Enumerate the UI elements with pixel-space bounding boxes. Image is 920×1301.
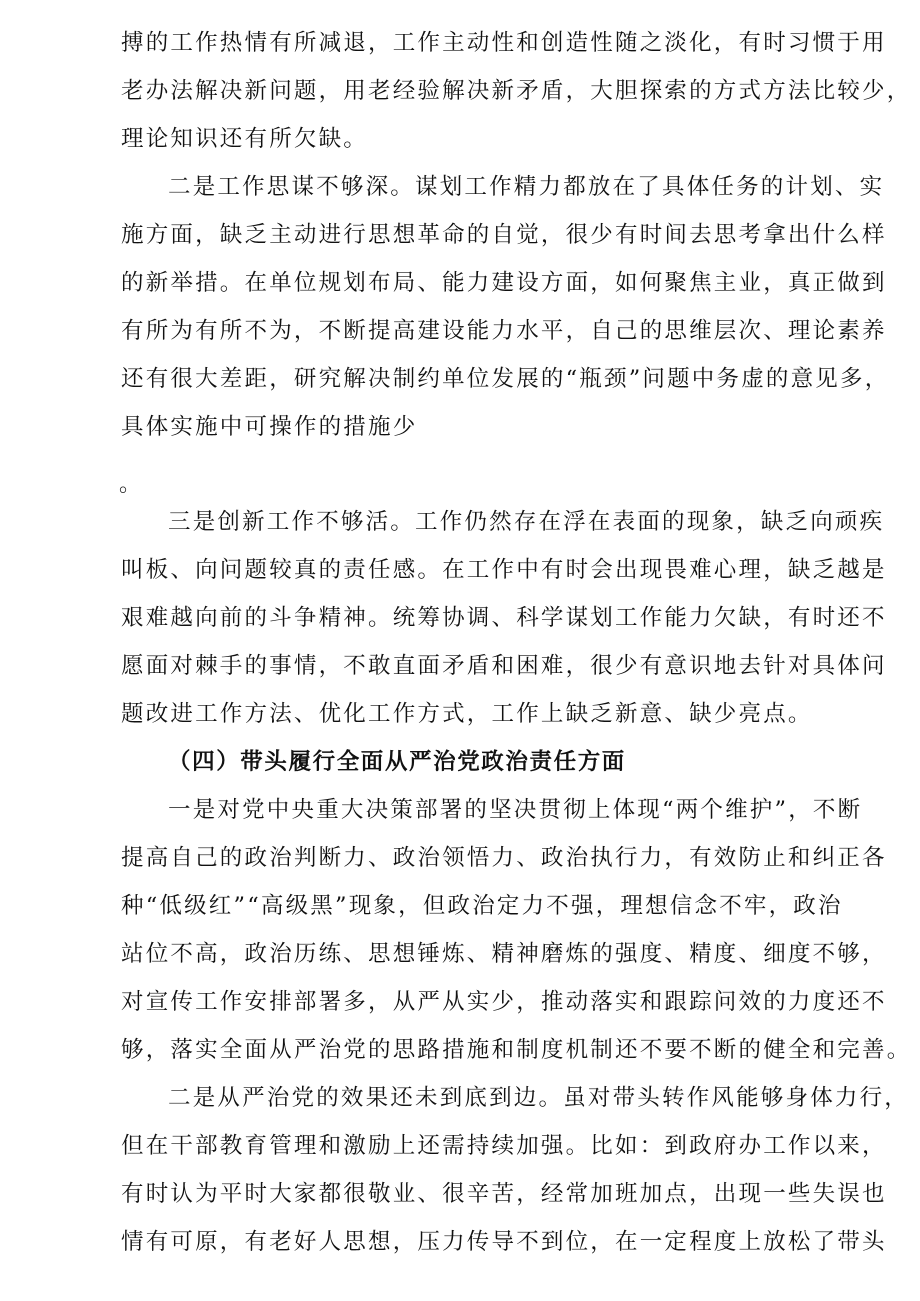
body-text-line: 够，落实全面从严治党的思路措施和制度机制还不要不断的健全和完善。 [121, 1037, 912, 1063]
body-text-line: 种“低级红”“高级黑”现象，但政治定力不强，理想信念不牢，政治 [121, 893, 843, 919]
body-text-line: 情有可原，有老好人思想，压力传导不到位，在一定程度上放松了带头 [121, 1229, 887, 1255]
body-text-line: 有所为有所不为，不断提高建设能力水平，自己的思维层次、理论素养 [121, 318, 887, 344]
body-text-line: 搏的工作热情有所减退，工作主动性和创造性随之淡化，有时习惯于用 [121, 30, 887, 56]
stray-period: 。 [119, 472, 142, 497]
body-text-line: 有时认为平时大家都很敬业、很辛苦，经常加班加点，出现一些失误也 [121, 1181, 887, 1207]
body-text-line: 站位不高，政治历练、思想锤炼、精神磨炼的强度、精度、细度不够， [121, 941, 887, 967]
body-text-line: 但在干部教育管理和激励上还需持续加强。比如：到政府办工作以来， [121, 1133, 887, 1159]
paragraph-start-line: 二是从严治党的效果还未到底到边。虽对带头转作风能够身体力行， [168, 1085, 910, 1111]
body-text-line: 题改进工作方法、优化工作方式，工作上缺乏新意、缺少亮点。 [121, 701, 813, 727]
body-text-line: 艰难越向前的斗争精神。统筹协调、科学谋划工作能力欠缺，有时还不 [121, 605, 887, 631]
body-text-line: 具体实施中可操作的措施少 [121, 414, 418, 440]
section-heading: （四）带头履行全面从严治党政治责任方面 [168, 749, 626, 775]
body-text-line: 的新举措。在单位规划布局、能力建设方面，如何聚焦主业，真正做到 [121, 270, 887, 296]
body-text-line: 对宣传工作安排部署多，从严从实少，推动落实和跟踪问效的力度还不 [121, 989, 887, 1015]
paragraph-start-line: 三是创新工作不够活。工作仍然存在浮在表面的现象，缺乏向顽疾 [168, 509, 885, 535]
paragraph-start-line: 二是工作思谋不够深。谋划工作精力都放在了具体任务的计划、实 [168, 174, 885, 200]
body-text-line: 愿面对棘手的事情，不敢直面矛盾和困难，很少有意识地去针对具体问 [121, 653, 887, 679]
body-text-line: 还有很大差距，研究解决制约单位发展的“瓶颈”问题中务虚的意见多， [121, 366, 890, 392]
body-text-line: 叫板、向问题较真的责任感。在工作中有时会出现畏难心理，缺乏越是 [121, 557, 887, 583]
body-text-line: 老办法解决新问题，用老经验解决新矛盾，大胆探索的方式方法比较少， [121, 78, 912, 104]
body-text-line: 施方面，缺乏主动进行思想革命的自觉，很少有时间去思考拿出什么样 [121, 222, 887, 248]
body-text-line: 理论知识还有所欠缺。 [121, 126, 369, 152]
body-text-line: 提高自己的政治判断力、政治领悟力、政治执行力，有效防止和纠正各 [121, 845, 887, 871]
paragraph-start-line: 一是对党中央重大决策部署的坚决贯彻上体现“两个维护”，不断 [168, 797, 863, 823]
